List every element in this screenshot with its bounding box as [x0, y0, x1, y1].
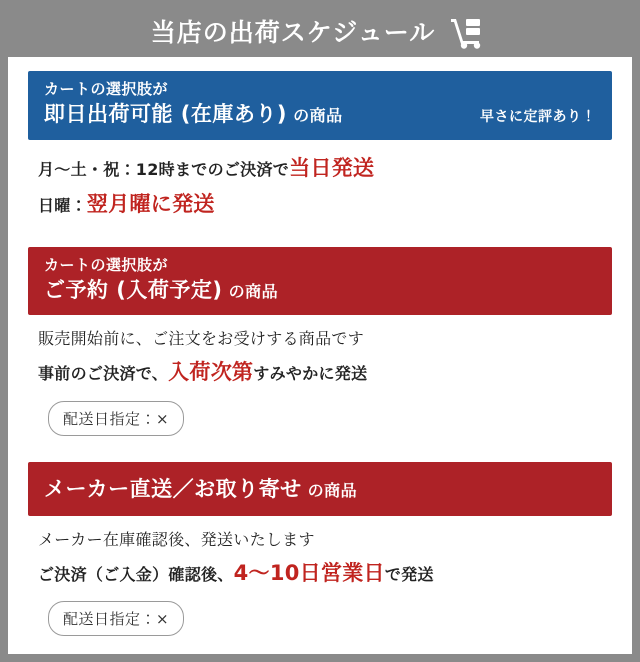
status-badge-delivery-date-preorder: 配送日指定：×: [48, 401, 184, 436]
line-preorder-desc-text: 販売開始前に、ご注文をお受けする商品です: [38, 329, 365, 349]
line-preorder-desc: [38, 327, 602, 352]
section-banner-dropship: [28, 462, 612, 516]
banner-note-1: 早さに定評あり！: [480, 108, 596, 125]
banner-main-label-3: [44, 475, 596, 504]
section-banner-preorder: [28, 247, 612, 316]
banner-main-text-1: 即日出荷可能 (在庫あり): [44, 102, 288, 127]
line-dropship-shipping: [38, 557, 602, 590]
line-dropship-desc-text: メーカー在庫確認後、発送いたします: [38, 530, 315, 550]
line-sunday-rule: [38, 188, 602, 221]
line-weekday-cutoff: [38, 152, 602, 185]
banner-main-suffix-3: の商品: [301, 480, 358, 500]
banner-small-label-1: カートの選択肢が: [44, 80, 169, 98]
page-title: 当店の出荷スケジュール: [150, 18, 436, 47]
line-dropship-shipping-tail: で発送: [384, 564, 434, 584]
header-bar: [8, 8, 632, 57]
spacer-2: [28, 436, 612, 462]
line-dropship-shipping-emphasis: 4〜10日営業日: [233, 560, 385, 585]
line-preorder-shipping-tail: すみやかに発送: [253, 364, 368, 384]
section-lines-dropship: [28, 516, 612, 636]
banner-main-text-2: ご予約 (入荷予定): [44, 277, 223, 302]
banner-main-label-2: [44, 276, 596, 305]
line-dropship-shipping-prefix: ご決済（ご入金）確認後、: [38, 564, 234, 584]
banner-main-text-3: メーカー直送／お取り寄せ: [44, 476, 302, 501]
hand-truck-icon: [449, 17, 489, 49]
line-sunday-rule-emphasis: 翌月曜に発送: [86, 192, 215, 217]
content-area: [8, 57, 632, 654]
section-lines-same-day: [28, 140, 612, 221]
line-preorder-shipping-prefix: 事前のご決済で、: [38, 364, 169, 384]
line-preorder-shipping: [38, 356, 602, 389]
spacer-1: [28, 225, 612, 247]
line-weekday-cutoff-prefix: 月〜土・祝：12時までのご決済で: [38, 159, 290, 179]
banner-main-suffix-1: の商品: [287, 106, 343, 126]
section-banner-same-day: [28, 71, 612, 140]
banner-main-suffix-2: の商品: [222, 281, 279, 301]
line-preorder-shipping-emphasis: 入荷次第: [168, 360, 254, 385]
line-dropship-desc: [38, 528, 602, 553]
line-sunday-rule-prefix: 日曜：: [38, 196, 87, 216]
status-badge-delivery-date-dropship: 配送日指定：×: [48, 601, 184, 636]
section-lines-preorder: [28, 315, 612, 435]
line-weekday-cutoff-emphasis: 当日発送: [289, 155, 375, 180]
banner-small-label-2: カートの選択肢が: [44, 255, 169, 274]
